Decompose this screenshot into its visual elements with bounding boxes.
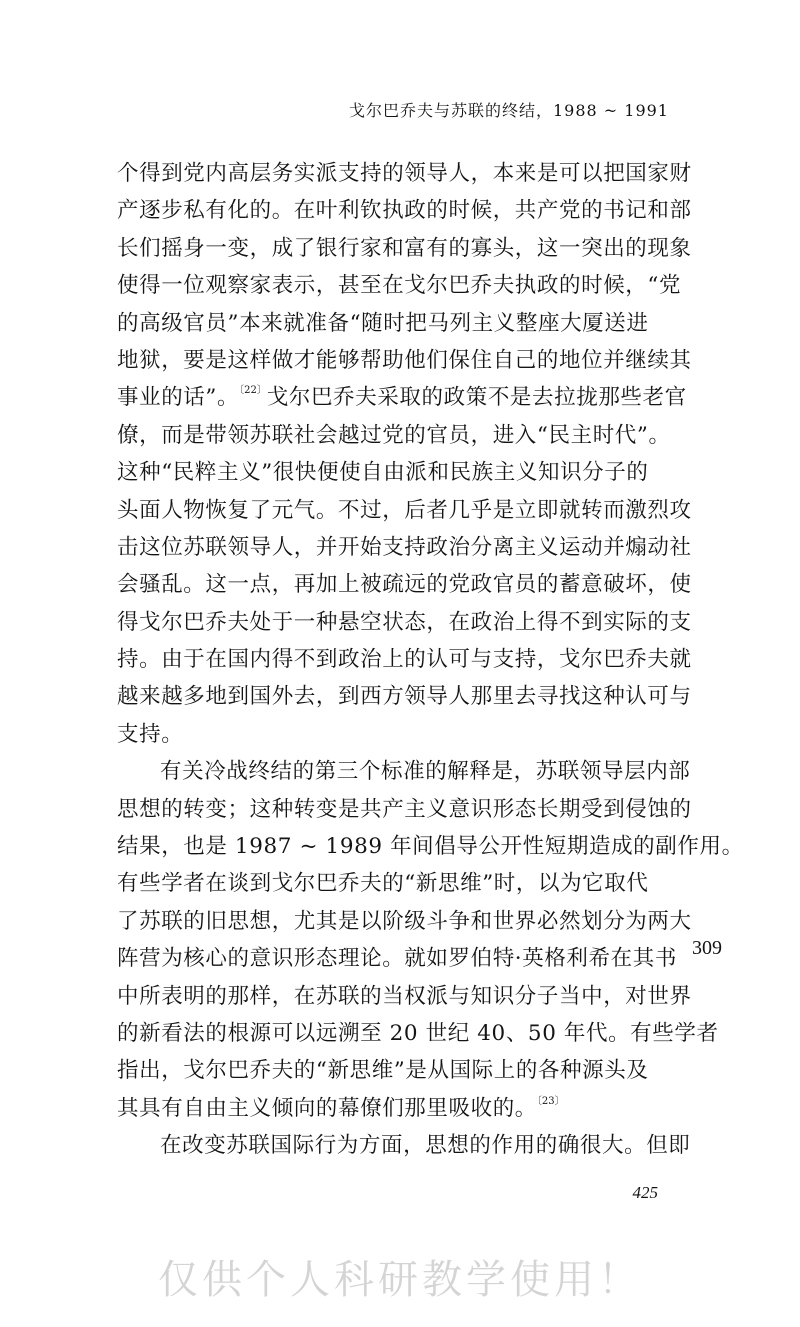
line-text: 中所表明的那样，在苏联的当权派与知识分子当中，对世界 — [117, 983, 692, 1009]
text-line — [117, 379, 687, 416]
line-text: 长们摇身一变，成了银行家和富有的寡头，这一突出的现象 — [117, 235, 692, 261]
text-line — [117, 155, 692, 192]
text-line — [117, 566, 692, 603]
text-line — [117, 1052, 677, 1089]
line-text: 地狱，要是这样做才能够帮助他们保住自己的地位并继续其 — [117, 347, 692, 373]
line-text: 结果，也是 1987 ~ 1989 年间倡导公开性短期造成的副作用。 — [117, 834, 744, 860]
text-line — [117, 492, 692, 529]
line-text: 支持。 — [117, 721, 184, 747]
line-text: 越来越多地到国外去，到西方领导人那里去寻找这种认可与 — [117, 684, 692, 710]
text-line — [117, 604, 692, 641]
line-text: 得戈尔巴乔夫处于一种悬空状态，在政治上得不到实际的支 — [117, 609, 692, 635]
text-line — [117, 678, 692, 715]
line-text: 了苏联的旧思想，尤其是以阶级斗争和世界必然划分为两大 — [117, 908, 692, 934]
text-line — [117, 1015, 719, 1052]
watermark: 仅供个人科研教学使用！ — [158, 1257, 642, 1303]
text-line — [117, 454, 677, 491]
text-line — [117, 903, 692, 940]
line-text: 其具有自由主义倾向的幕僚们那里吸收的。 — [117, 1095, 537, 1121]
text-line — [117, 641, 692, 678]
line-text: 使得一位观察家表示，甚至在戈尔巴乔夫执政的时候，“党 — [117, 273, 682, 299]
text-line — [117, 1127, 691, 1164]
text-line — [117, 1090, 677, 1127]
text-line — [117, 342, 692, 379]
line-text: 的高级官员”本来就准备“随时把马列主义整座大厦送进 — [117, 310, 649, 336]
text-line — [117, 865, 677, 902]
line-text: 个得到党内高层务实派支持的领导人，本来是可以把国家财 — [117, 161, 692, 186]
running-header: 戈尔巴乔夫与苏联的终结，1988 ~ 1991 — [348, 101, 669, 120]
line-text: 的新看法的根源可以远溯至 20 世纪 40、50 年代。有些学者 — [117, 1020, 719, 1046]
line-text: 有些学者在谈到戈尔巴乔夫的“新思维”时，以为它取代 — [117, 871, 649, 897]
text-line — [117, 753, 691, 790]
margin-page-number: 309 — [692, 937, 722, 959]
line-text: 有关冷战终结的第三个标准的解释是，苏联领导层内部 — [160, 759, 691, 785]
line-text: 事业的话”。 — [117, 385, 240, 411]
line-text-continued: 戈尔巴乔夫采取的政策不是去拉拢那些老官 — [266, 385, 687, 411]
line-text: 阵营为核心的意识形态理论。就如罗伯特·英格利希在其书 — [117, 946, 677, 972]
line-text: 持。由于在国内得不到政治上的认可与支持，戈尔巴乔夫就 — [117, 647, 692, 673]
text-line — [117, 417, 677, 454]
text-line — [117, 305, 677, 342]
text-line — [117, 192, 692, 229]
text-line — [117, 529, 692, 566]
line-text: 指出，戈尔巴乔夫的“新思维”是从国际上的各种源头及 — [117, 1058, 649, 1084]
text-line — [117, 940, 677, 977]
line-text: 思想的转变；这种转变是共产主义意识形态长期受到侵蚀的 — [117, 796, 692, 822]
text-line — [117, 828, 744, 865]
page-number: 425 — [632, 1183, 658, 1202]
footnote-reference: 〔23〕 — [536, 1095, 565, 1107]
text-line — [117, 230, 692, 267]
line-text: 会骚乱。这一点，再加上被疏远的党政官员的蓄意破坏，使 — [117, 572, 692, 598]
footnote-reference: 〔22〕 — [239, 385, 267, 397]
line-text: 这种“民粹主义”很快便使自由派和民族主义知识分子的 — [117, 460, 649, 486]
line-text: 击这位苏联领导人，并开始支持政治分离主义运动并煽动社 — [117, 534, 692, 560]
line-text: 头面人物恢复了元气。不过，后者几乎是立即就转而激烈攻 — [117, 497, 692, 523]
line-text: 僚，而是带领苏联社会越过党的官员，进入“民主时代”。 — [117, 422, 671, 448]
line-text: 产逐步私有化的。在叶利钦执政的时候，共产党的书记和部 — [117, 198, 692, 224]
text-line — [117, 716, 677, 753]
text-line — [117, 267, 682, 304]
line-text: 在改变苏联国际行为方面，思想的作用的确很大。但即 — [160, 1133, 691, 1159]
text-line — [117, 978, 692, 1015]
text-line — [117, 791, 692, 828]
